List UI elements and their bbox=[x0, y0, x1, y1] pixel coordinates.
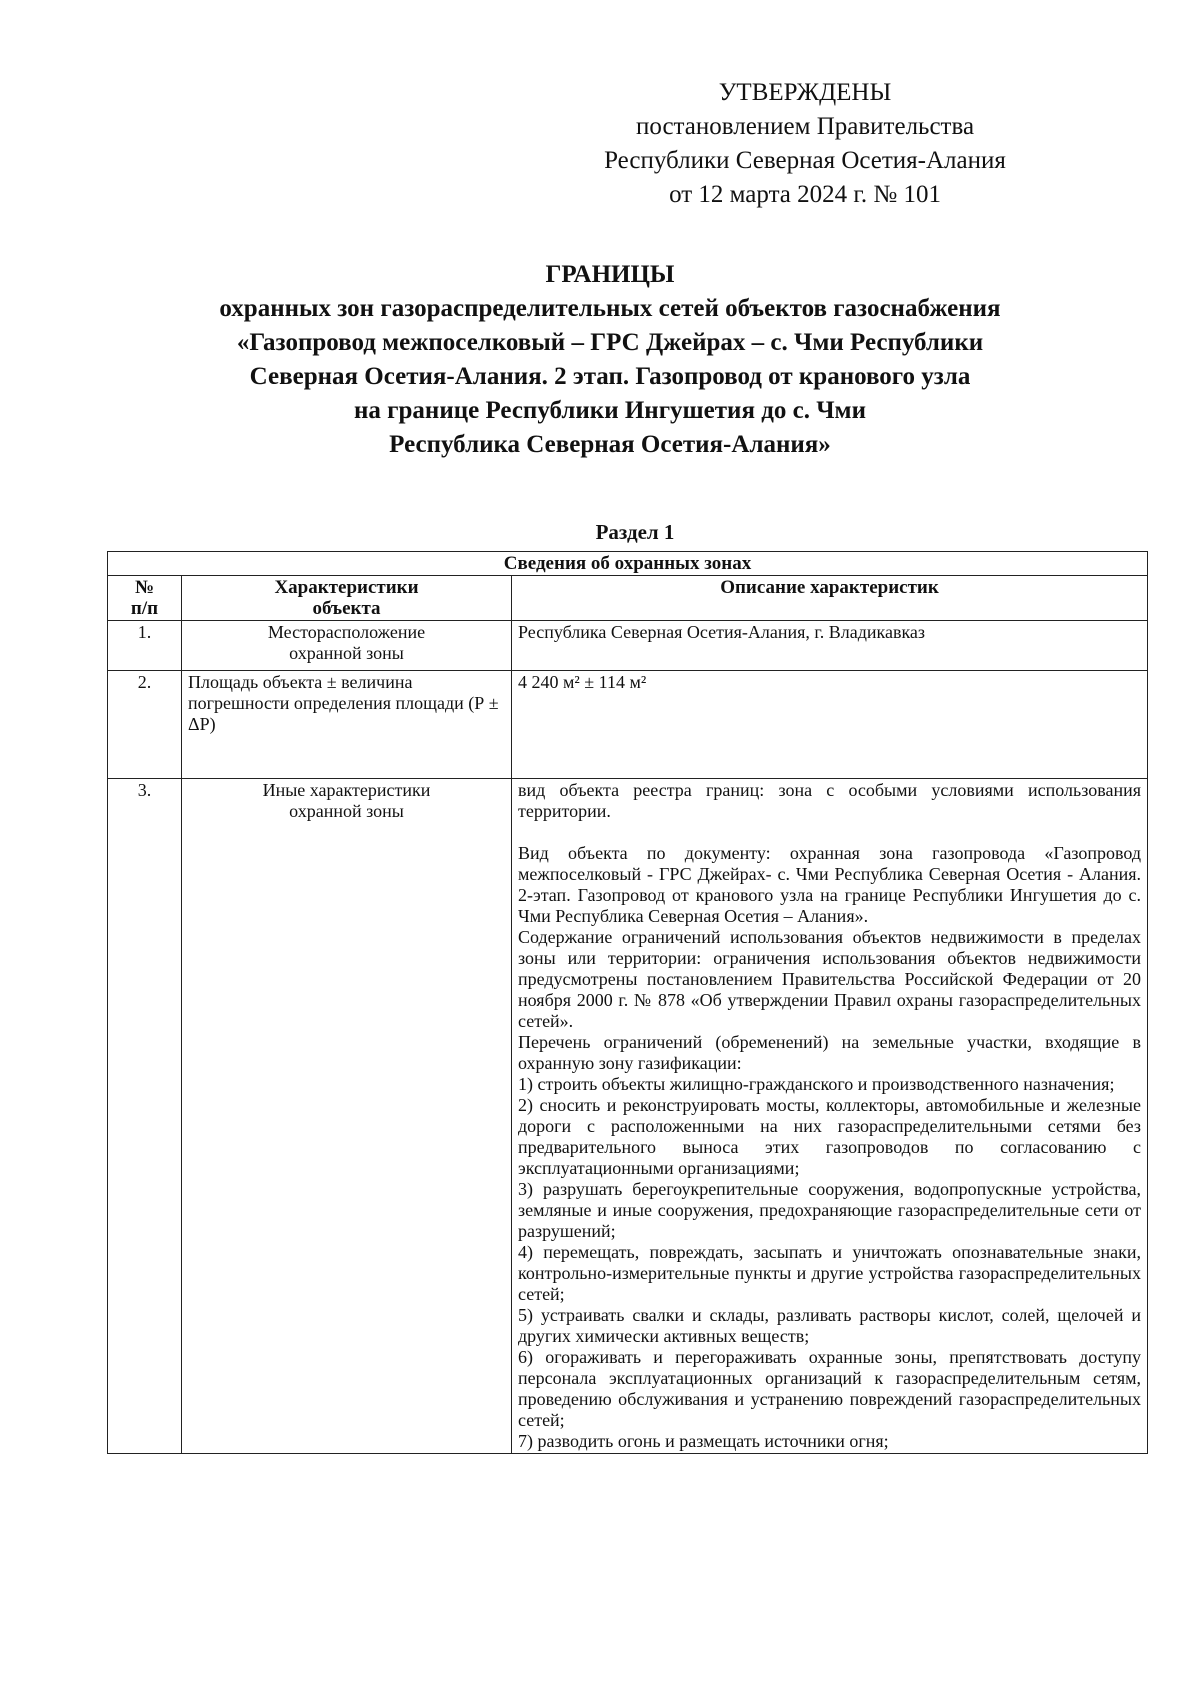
table-row bbox=[108, 779, 1148, 1454]
row-description: 4 240 м² ± 114 м² bbox=[512, 671, 1148, 779]
restriction-item: 3) разрушать берегоукрепительные сооружения, водопропускные устройства, земляные и иные сооружения, предохраняющие газораспределительные сети от разрушений; bbox=[518, 1179, 1141, 1241]
header-char-line-1: Характеристики bbox=[274, 577, 419, 598]
desc-paragraph-2: Вид объекта по документу: охранная зона газопровода «Газопровод межпоселковый - ГРС Джейрах- с. Чми Республика Северная Осетия - Алания. 2-этап. Газопровод от кранового узла на границе Республики Ингушетия до с. Чми Республика Северная Осетия – Алания». bbox=[518, 843, 1141, 926]
title-line-5: Республика Северная Осетия-Алания» bbox=[389, 431, 831, 458]
restriction-item: 5) устраивать свалки и склады, разливать растворы кислот, солей, щелочей и других химически активных веществ; bbox=[518, 1305, 1141, 1346]
restriction-item: 1) строить объекты жилищно-гражданского и производственного назначения; bbox=[518, 1074, 1115, 1094]
section-title: Раздел 1 bbox=[595, 520, 675, 544]
restriction-item: 6) огораживать и перегораживать охранные зоны, препятствовать доступу персонала эксплуатационных организаций к газораспределительным сетям, проведению обслуживания и устранению повреждений газораспределительных сетей; bbox=[518, 1347, 1141, 1430]
table-caption: Сведения об охранных зонах bbox=[108, 552, 1148, 576]
desc-paragraph-3: Содержание ограничений использования объектов недвижимости в пределах зоны или территории: ограничения использования объектов недвижимости предусмотрены постановлением Правительства Российской Федерации от 20 ноября 2000 г. № 878 «Об утверждении Правил охраны газораспределительных сетей». bbox=[518, 927, 1141, 1031]
document-title bbox=[110, 258, 1110, 462]
table-header-row bbox=[108, 576, 1148, 621]
desc-paragraph-1: вид объекта реестра границ: зона с особыми условиями использования территории. bbox=[518, 780, 1141, 821]
approval-block bbox=[560, 76, 1050, 212]
row-characteristic bbox=[182, 621, 512, 671]
title-line-3: Северная Осетия-Алания. 2 этап. Газопровод от кранового узла bbox=[249, 363, 971, 390]
header-num-line-1: № bbox=[134, 577, 155, 598]
table-caption-row bbox=[108, 552, 1148, 576]
row-char-line-2: охранной зоны bbox=[289, 643, 404, 663]
table-row bbox=[108, 621, 1148, 671]
header-characteristics bbox=[182, 576, 512, 621]
zones-table-wrapper bbox=[107, 551, 1148, 1454]
title-line-2: «Газопровод межпоселковый – ГРС Джейрах – с. Чми Республики bbox=[236, 329, 984, 356]
row-char-line-1: Иные характеристики bbox=[262, 780, 431, 800]
row-char-line-2: охранной зоны bbox=[289, 801, 404, 821]
header-description: Описание характеристик bbox=[512, 576, 1148, 621]
row-description: Республика Северная Осетия-Алания, г. Владикавказ bbox=[512, 621, 1148, 671]
approval-line-2: постановлением Правительства bbox=[635, 113, 975, 140]
row-char-line-1: Месторасположение bbox=[267, 622, 426, 642]
row-characteristic: Площадь объекта ± величина погрешности определения площади (Р ± ΔР) bbox=[182, 671, 512, 779]
restriction-item: 7) разводить огонь и размещать источники огня; bbox=[518, 1431, 889, 1451]
header-num-line-2: п/п bbox=[130, 598, 159, 619]
row-description bbox=[512, 779, 1148, 1454]
row-num: 1. bbox=[108, 621, 182, 671]
title-line-1: охранных зон газораспределительных сетей объектов газоснабжения bbox=[219, 295, 1001, 322]
approval-line-1: УТВЕРЖДЕНЫ bbox=[718, 79, 892, 106]
header-char-line-2: объекта bbox=[312, 598, 381, 619]
title-heading: ГРАНИЦЫ bbox=[545, 261, 675, 288]
approval-line-3: Республики Северная Осетия-Алания bbox=[604, 147, 1006, 174]
row-characteristic bbox=[182, 779, 512, 1454]
restriction-item: 4) перемещать, повреждать, засыпать и уничтожать опознавательные знаки, контрольно-измерительные пункты и другие устройства газораспределительных сетей; bbox=[518, 1242, 1141, 1304]
row-num: 2. bbox=[108, 671, 182, 779]
approval-line-4: от 12 марта 2024 г. № 101 bbox=[669, 181, 941, 208]
row-num: 3. bbox=[108, 779, 182, 1454]
title-line-4: на границе Республики Ингушетия до с. Чми bbox=[354, 397, 866, 424]
restriction-item: 2) сносить и реконструировать мосты, коллекторы, автомобильные и железные дороги с расположенными на них газораспределительными сетями без предварительного выноса этих газопроводов по согласованию с эксплуатационными организациями; bbox=[518, 1095, 1141, 1178]
table-row bbox=[108, 671, 1148, 779]
zones-table bbox=[107, 551, 1148, 1454]
desc-paragraph-4: Перечень ограничений (обременений) на земельные участки, входящие в охранную зону газификации: bbox=[518, 1032, 1141, 1073]
header-num bbox=[108, 576, 182, 621]
